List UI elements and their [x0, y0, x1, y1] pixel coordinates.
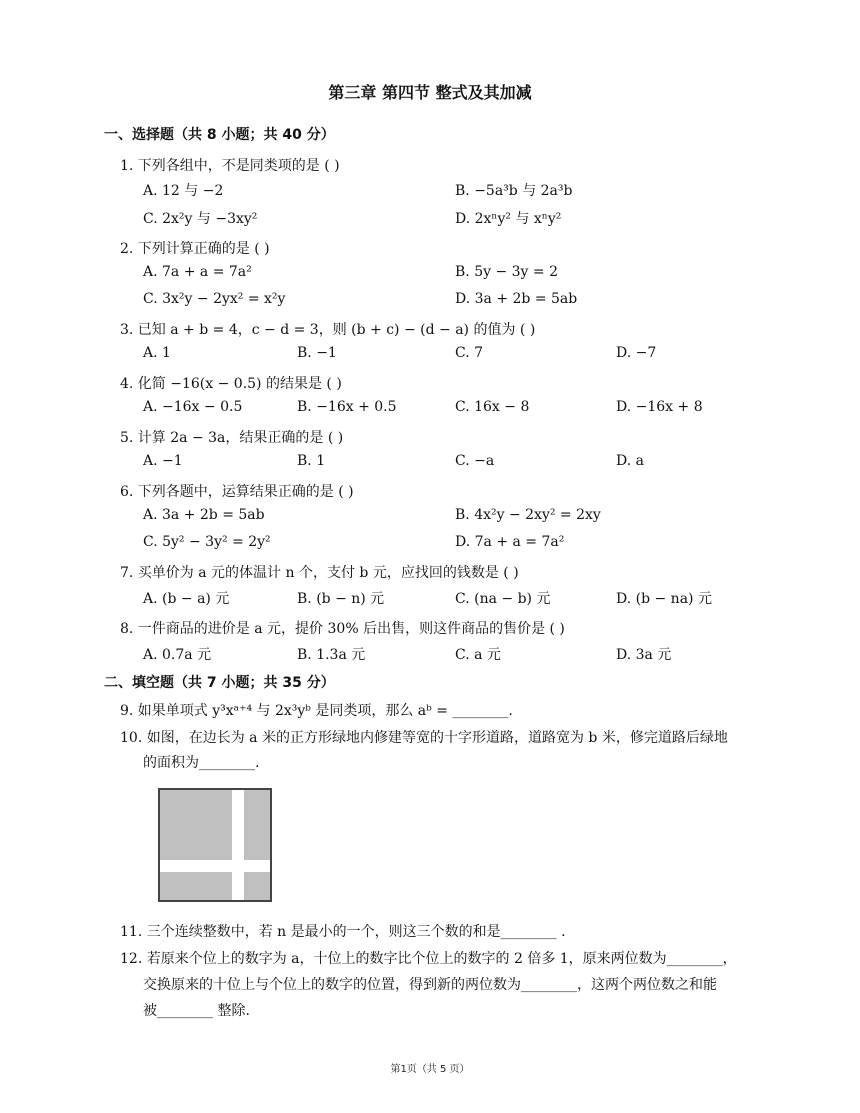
q6-option-c: C. 5y² − 3y² = 2y²	[143, 534, 271, 550]
question-9: 9. 如果单项式 y³xᵃ⁺⁴ 与 2x³yᵇ 是同类项，那么 aᵇ = ________.	[120, 703, 513, 719]
vertical-road	[232, 790, 244, 900]
q4-option-c: C. 16x − 8	[455, 399, 530, 415]
q5-option-b: B. 1	[297, 453, 326, 469]
q3-option-c: C. 7	[455, 345, 484, 361]
q2-option-d: D. 3a + 2b = 5ab	[455, 291, 578, 307]
q2-option-b: B. 5y − 3y = 2	[455, 264, 558, 280]
q7-option-b: B. (b − n) 元	[297, 591, 385, 607]
q8-option-b: B. 1.3a 元	[297, 647, 366, 663]
q1-option-b: B. −5a³b 与 2a³b	[455, 183, 573, 199]
question-3: 3. 已知 a + b = 4，c − d = 3，则 (b + c) − (d − a) 的值为 ( )	[120, 322, 536, 338]
q8-option-d: D. 3a 元	[616, 647, 672, 663]
page-footer: 第1页（共 5 页）	[390, 1064, 470, 1075]
q1-option-a: A. 12 与 −2	[143, 183, 224, 199]
q8-option-a: A. 0.7a 元	[143, 647, 212, 663]
question-11: 11. 三个连续整数中，若 n 是最小的一个，则这三个数的和是________ .	[120, 924, 566, 940]
q4-option-a: A. −16x − 0.5	[143, 399, 243, 415]
question-12-line-3: 被________ 整除.	[143, 1003, 250, 1019]
horizontal-road	[160, 860, 270, 872]
q5-option-c: C. −a	[455, 453, 495, 469]
q5-option-a: A. −1	[143, 453, 183, 469]
section-choice-heading: 一、选择题（共 8 小题；共 40 分）	[104, 127, 335, 143]
question-2: 2. 下列计算正确的是 ( )	[120, 241, 270, 257]
section-fill-heading: 二、填空题（共 7 小题；共 35 分）	[104, 675, 335, 691]
q1-option-c: C. 2x²y 与 −3xy²	[143, 211, 258, 227]
cross-road-figure	[158, 788, 272, 902]
q3-option-d: D. −7	[616, 345, 657, 361]
question-7: 7. 买单价为 a 元的体温计 n 个，支付 b 元，应找回的钱数是 ( )	[120, 565, 519, 581]
q4-option-d: D. −16x + 8	[616, 399, 703, 415]
q3-option-b: B. −1	[297, 345, 337, 361]
q7-option-a: A. (b − a) 元	[143, 591, 230, 607]
question-8: 8. 一件商品的进价是 a 元，提价 30% 后出售，则这件商品的售价是 ( )	[120, 621, 565, 637]
q2-option-c: C. 3x²y − 2yx² = x²y	[143, 291, 286, 307]
q6-option-d: D. 7a + a = 7a²	[455, 534, 565, 550]
question-1: 1. 下列各组中，不是同类项的是 ( )	[120, 158, 340, 174]
question-5: 5. 计算 2a − 3a，结果正确的是 ( )	[120, 430, 344, 446]
q2-option-a: A. 7a + a = 7a²	[143, 264, 252, 280]
question-10: 10. 如图，在边长为 a 米的正方形绿地内修建等宽的十字形道路，道路宽为 b 米，修完道路后绿地	[120, 730, 728, 746]
q3-option-a: A. 1	[143, 345, 171, 361]
question-12: 12. 若原来个位上的数字为 a，十位上的数字比个位上的数字的 2 倍多 1，原来两位数为________，	[120, 951, 737, 967]
q7-option-c: C. (na − b) 元	[455, 591, 551, 607]
question-10-continued: 的面积为________.	[143, 755, 260, 771]
question-4: 4. 化简 −16(x − 0.5) 的结果是 ( )	[120, 376, 342, 392]
q8-option-c: C. a 元	[455, 647, 501, 663]
q7-option-d: D. (b − na) 元	[616, 591, 712, 607]
q5-option-d: D. a	[616, 453, 644, 469]
q4-option-b: B. −16x + 0.5	[297, 399, 397, 415]
q6-option-b: B. 4x²y − 2xy² = 2xy	[455, 507, 601, 523]
page-title: 第三章 第四节 整式及其加减	[328, 83, 532, 102]
q1-option-d: D. 2xⁿy² 与 xⁿy²	[455, 211, 562, 227]
q6-option-a: A. 3a + 2b = 5ab	[143, 507, 265, 523]
question-6: 6. 下列各题中，运算结果正确的是 ( )	[120, 484, 354, 500]
question-12-line-2: 交换原来的十位上与个位上的数字的位置，得到新的两位数为________，这两个两位数之和能	[143, 977, 717, 993]
